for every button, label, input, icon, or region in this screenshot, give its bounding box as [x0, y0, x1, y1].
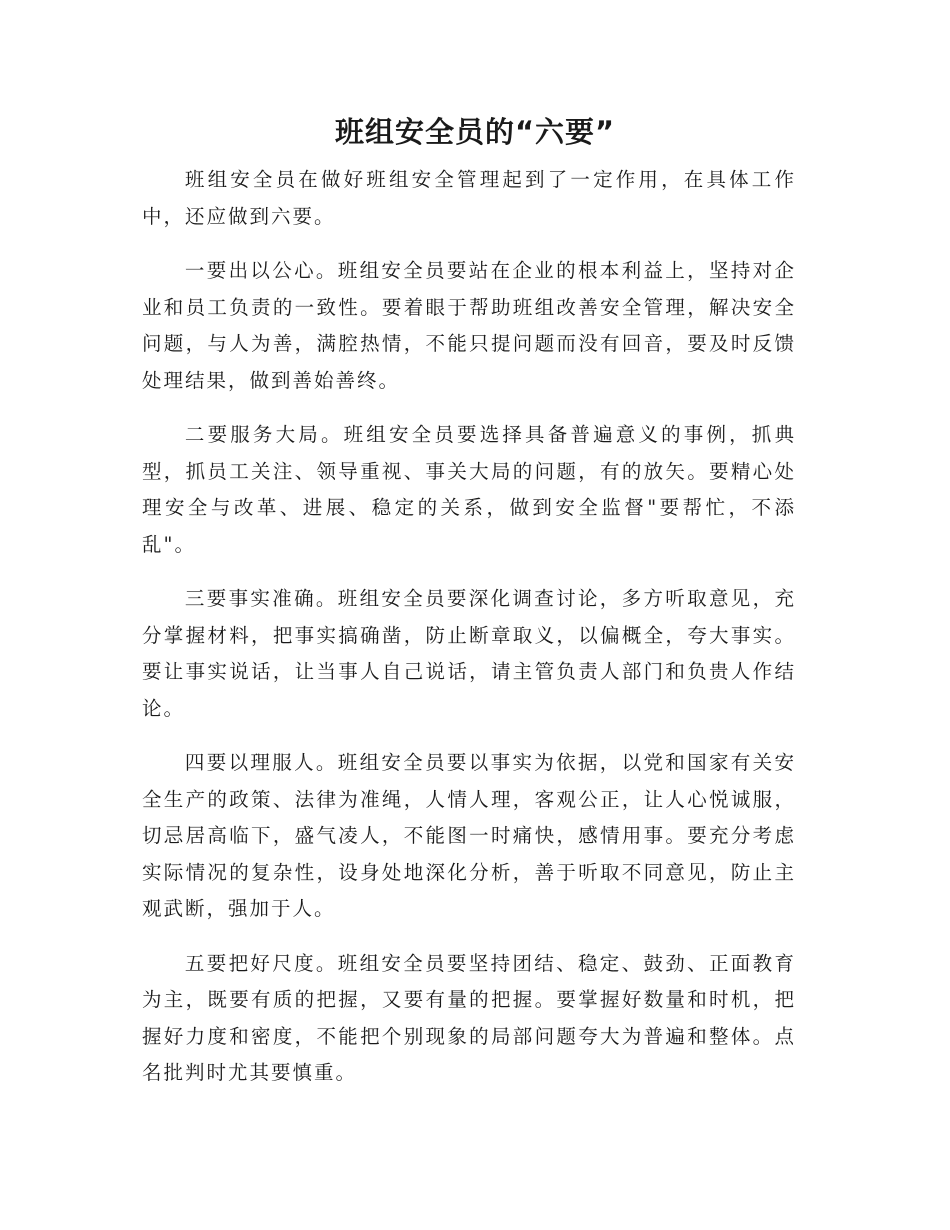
paragraph-2: 二要服务大局。班组安全员要选择具备普遍意义的事例，抓典型，抓员工关注、领导重视、事关大局的问题，有的放矢。要精心处理安全与改革、进展、稳定的关系，做到安全监督"要帮忙，不添乱"。 [142, 423, 796, 556]
document-body [142, 162, 796, 1110]
paragraph-1: 一要出以公心。班组安全员要站在企业的根本利益上，坚持对企业和员工负责的一致性。要着眼于帮助班组改善安全管理，解决安全问题，与人为善，满腔热情，不能只提问题而没有回音，要及时反馈处理结果，做到善始善终。 [142, 259, 796, 392]
paragraph-5: 五要把好尺度。班组安全员要坚持团结、稳定、鼓劲、正面教育为主，既要有质的把握，又要有量的把握。要掌握好数量和时机，把握好力度和密度，不能把个别现象的局部问题夸大为普遍和整体。点名批判时尤其要慎重。 [142, 951, 796, 1084]
document-title: 班组安全员的“六要” [334, 115, 616, 149]
paragraph-intro: 班组安全员在做好班组安全管理起到了一定作用，在具体工作中，还应做到六要。 [142, 168, 796, 228]
paragraph-3: 三要事实准确。班组安全员要深化调查讨论，多方听取意见，充分掌握材料，把事实搞确凿，防止断章取义，以偏概全，夸大事实。要让事实说话，让当事人自己说话，请主管负责人部门和负贵人作结论。 [142, 587, 796, 720]
paragraph-4: 四要以理服人。班组安全员要以事实为依据，以党和国家有关安全生产的政策、法律为准绳，人情人理，客观公正，让人心悦诚服，切忌居高临下，盛气凌人，不能图一时痛快，感情用事。要充分考虑实际情况的复杂性，设身处地深化分析，善于听取不同意见，防止主观武断，强加于人。 [142, 751, 796, 920]
